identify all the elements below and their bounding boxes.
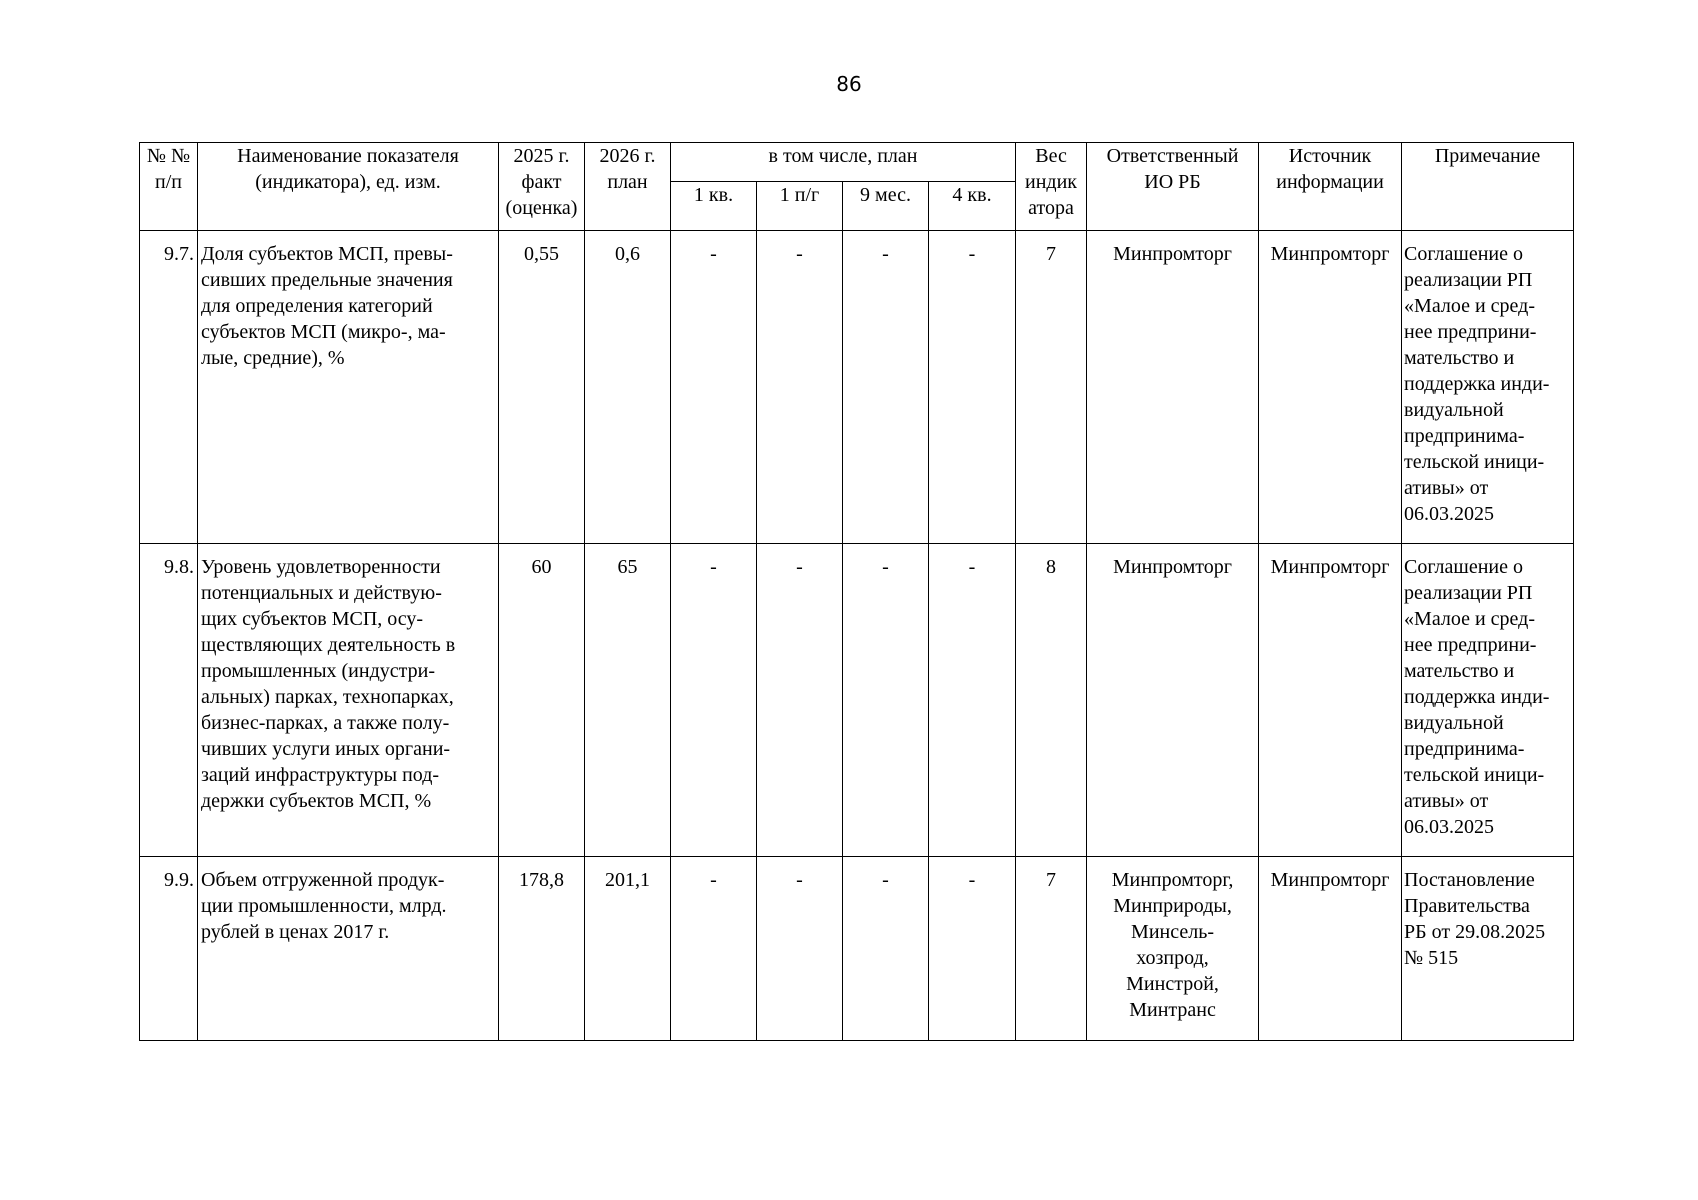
row-source: Минпромторг — [1259, 231, 1402, 544]
row-9-months: - — [843, 231, 929, 544]
header-responsible: Ответственный ИО РБ — [1087, 143, 1259, 231]
header-including-plan: в том числе, план — [671, 143, 1016, 182]
row-responsible: Минпромторг, Минприроды, Минсель- хозпрод, Минстрой, Минтранс — [1087, 857, 1259, 1041]
indicators-table — [139, 142, 1574, 1041]
row-q1: - — [671, 231, 757, 544]
row-plan-2026: 0,6 — [585, 231, 671, 544]
row-indicator-name: Уровень удовлетворенности потенциальных и действую- щих субъектов МСП, осу- ществляющих деятельность в промышленных (индустри- альных) парках, технопарках, бизнес-парках, а также полу- чивших услуги иных органи- заций инфраструктуры под- держки субъектов МСП, % — [198, 544, 499, 857]
row-note: Соглашение о реализации РП «Малое и сред- нее предприни- мательство и поддержка инди- видуальной предпринима- тельской иници- ативы» от 06.03.2025 — [1402, 544, 1574, 857]
header-name: Наименование показателя (индикатора), ед. изм. — [198, 143, 499, 231]
row-note: Постановление Правительства РБ от 29.08.2025 № 515 — [1402, 857, 1574, 1041]
header-row-1 — [140, 143, 1574, 182]
row-h1: - — [757, 544, 843, 857]
row-responsible: Минпромторг — [1087, 544, 1259, 857]
row-9-months: - — [843, 544, 929, 857]
row-q1: - — [671, 857, 757, 1041]
row-weight: 8 — [1016, 544, 1087, 857]
row-q1: - — [671, 544, 757, 857]
header-note: Примечание — [1402, 143, 1574, 231]
header-fact-2025: 2025 г. факт (оценка) — [499, 143, 585, 231]
row-weight: 7 — [1016, 231, 1087, 544]
header-weight: Вес индик атора — [1016, 143, 1087, 231]
row-q4: - — [929, 544, 1016, 857]
header-num: № № п/п — [140, 143, 198, 231]
row-num: 9.8. — [140, 544, 198, 857]
table-row — [140, 857, 1574, 1041]
header-9-months: 9 мес. — [843, 182, 929, 231]
table-row — [140, 231, 1574, 544]
row-source: Минпромторг — [1259, 857, 1402, 1041]
row-plan-2026: 201,1 — [585, 857, 671, 1041]
row-9-months: - — [843, 857, 929, 1041]
row-num: 9.7. — [140, 231, 198, 544]
row-h1: - — [757, 231, 843, 544]
row-fact-2025: 60 — [499, 544, 585, 857]
row-q4: - — [929, 231, 1016, 544]
row-num: 9.9. — [140, 857, 198, 1041]
row-responsible: Минпромторг — [1087, 231, 1259, 544]
row-q4: - — [929, 857, 1016, 1041]
header-source: Источник информации — [1259, 143, 1402, 231]
row-fact-2025: 178,8 — [499, 857, 585, 1041]
row-source: Минпромторг — [1259, 544, 1402, 857]
row-plan-2026: 65 — [585, 544, 671, 857]
row-indicator-name: Доля субъектов МСП, превы- сивших предельные значения для определения категорий субъектов МСП (микро-, ма- лые, средние), % — [198, 231, 499, 544]
row-note: Соглашение о реализации РП «Малое и сред- нее предприни- мательство и поддержка инди- видуальной предпринима- тельской иници- ативы» от 06.03.2025 — [1402, 231, 1574, 544]
row-fact-2025: 0,55 — [499, 231, 585, 544]
row-indicator-name: Объем отгруженной продук- ции промышленности, млрд. рублей в ценах 2017 г. — [198, 857, 499, 1041]
page-number: 86 — [836, 72, 862, 96]
table-row — [140, 544, 1574, 857]
header-q4: 4 кв. — [929, 182, 1016, 231]
row-weight: 7 — [1016, 857, 1087, 1041]
row-h1: - — [757, 857, 843, 1041]
header-plan-2026: 2026 г. план — [585, 143, 671, 231]
header-h1: 1 п/г — [757, 182, 843, 231]
header-q1: 1 кв. — [671, 182, 757, 231]
